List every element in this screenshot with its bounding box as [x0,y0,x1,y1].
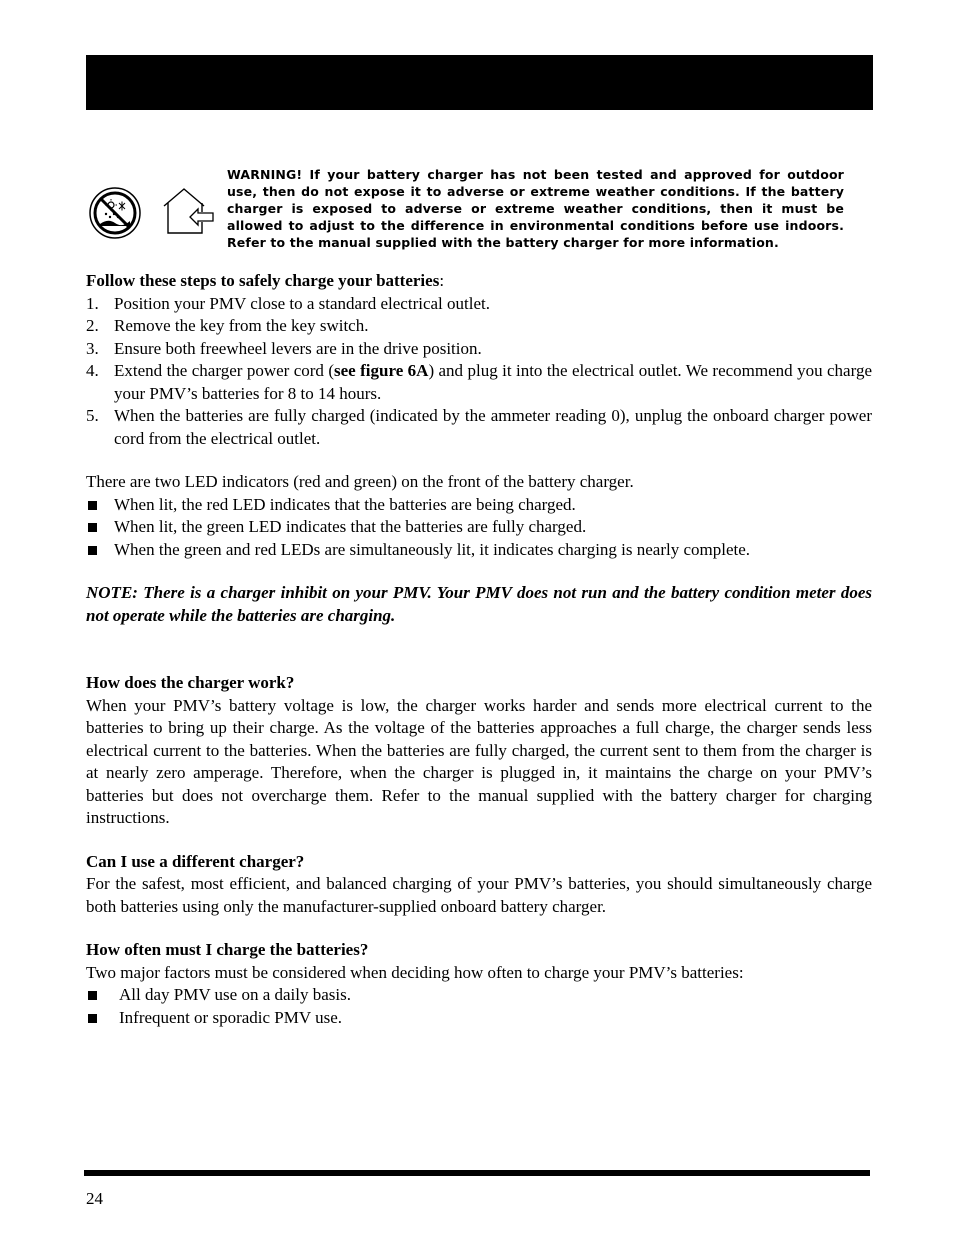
led-bullet-text: When lit, the green LED indicates that the batteries are fully charged. [114,517,587,536]
step-number: 5. [86,406,99,425]
step-number: 2. [86,316,99,335]
step-item [86,360,872,405]
led-intro: There are two LED indicators (red and green) on the front of the battery charger. [86,472,634,491]
figure-reference: see figure 6A [334,361,429,380]
indoor-house-icon [158,186,214,236]
step-text-pre: Extend the charger power cord ( [114,361,334,380]
main-content [86,270,872,1029]
faq-answer: When your PMV’s battery voltage is low, the charger works harder and sends more electrical current to the batteries to bring up their charge. As the voltage of the batteries approaches a full charge, the charger sends less electrical current to the batteries. When the batteries are fully charged, the current sent to them from the charger is at nearly zero amperage. Therefore, when the charger is plugged in, it maintains the charge on your PMV’s batteries but does not overcharge them. Refer to the manual supplied with the battery charger for charging instructions. [86,695,872,827]
charging-steps [86,293,872,451]
step-text: When the batteries are fully charged (indicated by the ammeter reading 0), unplug the onboard charger power cord from the electrical outlet. [114,406,872,448]
step-item [86,315,872,338]
square-bullet-icon [88,1014,97,1023]
step-item [86,293,872,316]
faq-question: Can I use a different charger? [86,851,305,871]
faq-answer: For the safest, most efficient, and balanced charging of your PMV’s batteries, you should simultaneously charge both batteries using only the manufacturer-supplied onboard battery charger. [86,874,872,916]
square-bullet-icon [88,501,97,510]
step-text: Remove the key from the key switch. [114,316,369,335]
steps-heading-text: Follow these steps to safely charge your batteries [86,271,440,290]
footer-rule [84,1170,870,1176]
frequency-list [86,984,872,1029]
frequency-bullet-text: Infrequent or sporadic PMV use. [119,1007,343,1027]
charger-inhibit-note: NOTE: There is a charger inhibit on your PMV. Your PMV does not run and the battery condition meter does not operate while the batteries are charging. [86,583,872,625]
faq-question: How often must I charge the batteries? [86,940,369,959]
led-list [86,494,872,562]
header-bar [86,55,873,110]
faq-question: How does the charger work? [86,673,295,692]
led-bullet-text: When the green and red LEDs are simultaneously lit, it indicates charging is nearly complete. [114,539,751,559]
step-text: Ensure both freewheel levers are in the drive position. [114,338,482,358]
frequency-bullet-item [86,1007,872,1030]
square-bullet-icon [88,991,97,1000]
led-bullet-text: When lit, the red LED indicates that the batteries are being charged. [114,494,576,514]
warning-text: WARNING! If your battery charger has not been tested and approved for outdoor use, then do not expose it to adverse or extreme weather conditions. If the battery charger is exposed to adverse or extreme weather conditions, then it must be allowed to adjust to the difference in environmental conditions before use indoors. Refer to the manual supplied with the battery charger for more information. [227,167,844,250]
led-bullet-item [86,516,872,539]
square-bullet-icon [88,546,97,555]
frequency-bullet-item [86,984,872,1007]
faq-answer: Two major factors must be considered when deciding how often to charge your PMV’s batteries: [86,962,744,982]
step-number: 4. [86,361,99,380]
steps-heading [86,270,872,293]
steps-heading-suffix: : [439,271,445,290]
square-bullet-icon [88,523,97,532]
led-bullet-item [86,494,872,517]
frequency-bullet-text: All day PMV use on a daily basis. [119,985,352,1004]
step-text: Position your PMV close to a standard electrical outlet. [114,293,490,313]
step-item [86,338,872,361]
page-number: 24 [86,1189,103,1208]
step-text-post: ) and plug it into the electrical outlet. We recommend you charge your PMV’s batteries for 8 to 14 hours. [114,361,872,403]
step-item [86,405,872,450]
led-bullet-item [86,539,872,562]
step-number: 3. [86,338,99,358]
step-number: 1. [86,293,99,313]
no-weather-exposure-icon [88,186,142,240]
